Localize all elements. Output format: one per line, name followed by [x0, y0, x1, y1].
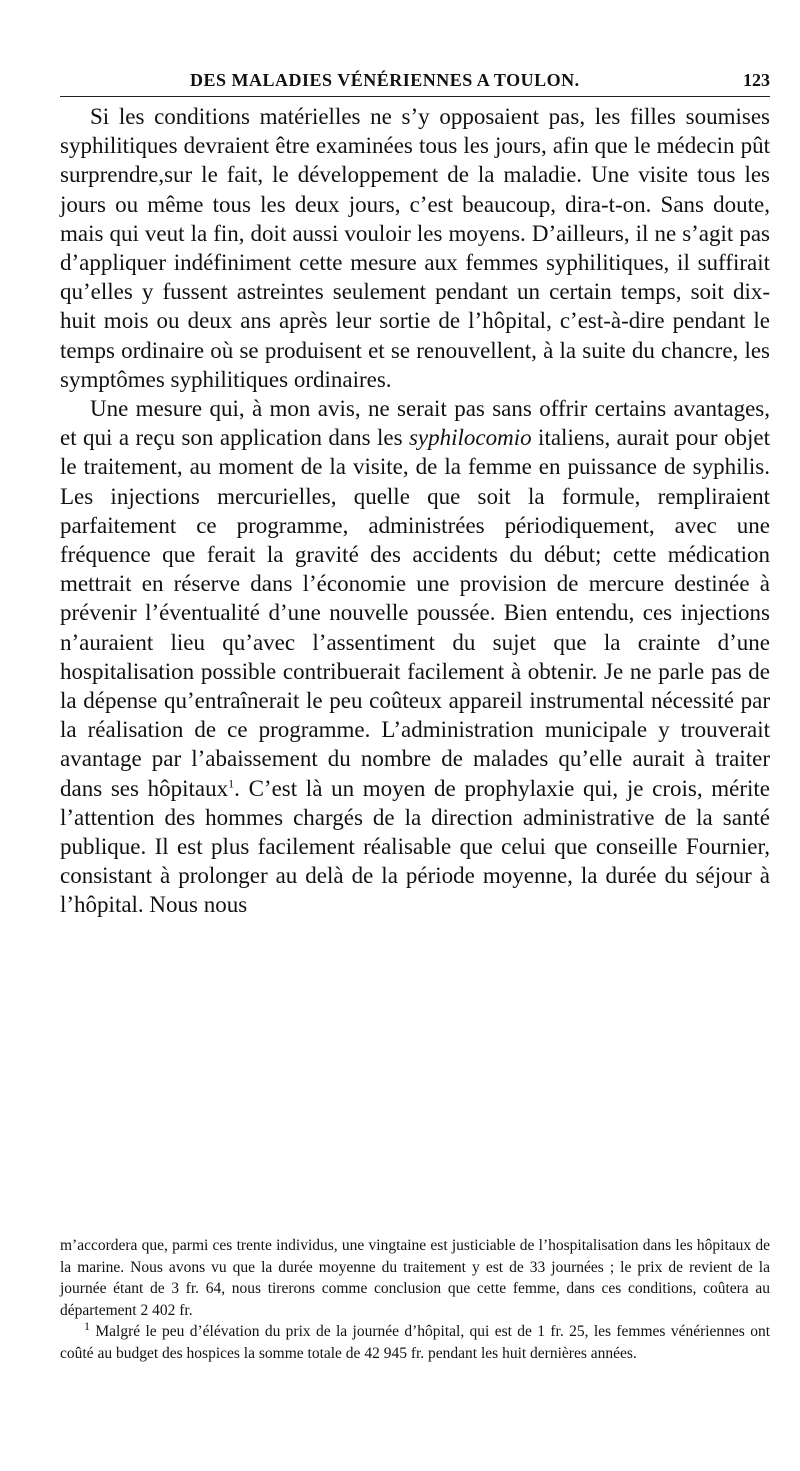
- paragraph-1: [60, 102, 770, 394]
- footnote-1-marker: 1: [84, 1318, 90, 1333]
- footnote-1: [60, 1318, 770, 1364]
- paragraph-1-text: Si les conditions matérielles ne s’y opposaient pas, les filles soumises syphilitiques devraient être examinées tous les jours, afin que le médecin pût surprendre,sur le fait, le développement de la maladie. Une visite tous les jours ou même tous les deux jours, c’est beaucoup, dira-t-on. Sans doute, mais qui veut la fin, doit aussi vouloir les moyens. D’ailleurs, il ne s’agit pas d’appliquer indéfiniment cette mesure aux femmes syphilitiques, il suffirait qu’elles y fussent astreintes seulement pendant un certain temps, soit dix-huit mois ou deux ans après leur sortie de l’hôpital, c’est-à-dire pendant le temps ordinaire où se produisent et se renouvellent, à la suite du chancre, les symptômes syphilitiques ordinaires.: [60, 104, 770, 392]
- italic-term: syphilocomio: [408, 425, 532, 451]
- page-number: 123: [743, 70, 770, 90]
- body-text: [60, 102, 770, 920]
- footnotes: [60, 1235, 770, 1364]
- page-header: [60, 70, 770, 97]
- paragraph-2-text-start: Une mesure qui, à mon avis, ne serait pas sans offrir certains avantages, et qui a reçu son application dans les: [60, 396, 770, 451]
- footnote-continued: [60, 1235, 770, 1321]
- running-title: DES MALADIES VÉNÉRIENNES A TOULON.: [190, 70, 580, 90]
- paragraph-2-text-end: . C’est là un moyen de prophylaxie qui, je crois, mérite l’attention des hommes chargés de la direction administrative de la santé publique. Il est plus facilement réalisable que celui que conseille Fournier, consistant à prolonger au delà de la période moyenne, la durée du séjour à l’hôpital. Nous nous: [60, 775, 770, 918]
- footnote-1-text: Malgré le peu d’élévation du prix de la journée d’hôpital, qui est de 1 fr. 25, les femmes vénériennes ont coûté au budget des hospices la somme totale de 42 945 fr. pendant les huit dernières années.: [60, 1323, 770, 1362]
- footnote-continued-text: m’accordera que, parmi ces trente individus, une vingtaine est justiciable de l’hospitalisation dans les hôpitaux de la marine. Nous avons vu que la durée moyenne du traitement y est de 33 journées ; le prix de revient de la journée étant de 3 fr. 64, nous tirerons comme conclusion que cette femme, dans ces conditions, coûtera au département 2 402 fr.: [60, 1237, 770, 1319]
- footnote-reference: 1: [228, 776, 235, 791]
- paragraph-2: [60, 394, 770, 920]
- paragraph-2-text-middle: italiens, aurait pour objet le traitement, au moment de la visite, de la femme en puissance de syphilis. Les injections mercurielles, quelle que soit la formule, rempliraient parfaitement ce programme, administrées périodiquement, avec une fréquence que ferait la gravité des accidents du début; cette médication mettrait en réserve dans l’économie une provision de mercure destinée à prévenir l’éventualité d’une nouvelle poussée. Bien entendu, ces injections n’auraient lieu qu’avec l’assentiment du sujet que la crainte d’une hospitalisation possible contribuerait facilement à obtenir. Je ne parle pas de la dépense qu’entraînerait le peu coûteux appareil instrumental nécessité par la réalisation de ce programme. L’administration municipale y trouverait avantage par l’abaissement du nombre de malades qu’elle aurait à traiter dans ses hôpitaux: [60, 425, 771, 801]
